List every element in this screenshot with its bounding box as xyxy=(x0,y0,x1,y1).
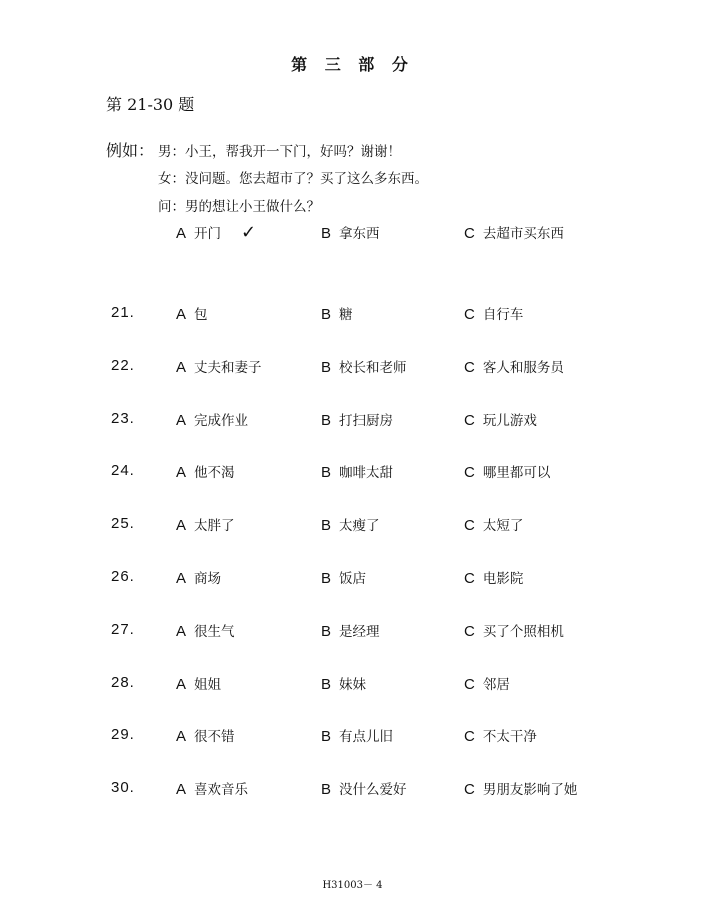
question-option-b xyxy=(321,620,380,640)
question-option-a xyxy=(176,725,235,745)
option-text: 商场 xyxy=(194,571,222,587)
example-option-b xyxy=(321,222,380,242)
option-text: 饭店 xyxy=(339,571,367,587)
option-letter: A xyxy=(176,676,187,693)
option-letter: A xyxy=(176,225,187,242)
question-option-b xyxy=(321,356,407,376)
option-letter: A xyxy=(176,464,187,481)
option-text: 是经理 xyxy=(339,624,380,640)
option-letter: A xyxy=(176,623,187,640)
option-letter: C xyxy=(464,464,475,481)
option-letter: A xyxy=(176,570,187,587)
question-option-c xyxy=(464,567,523,587)
option-letter: A xyxy=(176,306,187,323)
option-letter: B xyxy=(321,570,332,587)
option-text: 打扫厨房 xyxy=(339,413,394,429)
option-text: 丈夫和妻子 xyxy=(194,360,262,376)
question-option-c xyxy=(464,620,564,640)
question-option-c xyxy=(464,673,510,693)
option-text: 太瘦了 xyxy=(339,518,380,534)
question-option-a xyxy=(176,303,208,323)
question-option-a xyxy=(176,620,235,640)
option-text: 有点儿旧 xyxy=(339,729,394,745)
question-option-b xyxy=(321,778,407,798)
question-option-a xyxy=(176,567,221,587)
question-number: 29. xyxy=(111,726,135,743)
question-option-c xyxy=(464,303,523,323)
option-text: 没什么爱好 xyxy=(339,782,407,798)
option-letter: B xyxy=(321,412,332,429)
option-text: 客人和服务员 xyxy=(482,360,564,376)
example-line-man: 男：小王，帮我开一下门，好吗？谢谢！ xyxy=(158,144,401,160)
question-option-c xyxy=(464,514,523,534)
question-number: 30. xyxy=(111,779,135,796)
option-text: 邻居 xyxy=(482,677,510,693)
question-option-b xyxy=(321,303,353,323)
option-letter: A xyxy=(176,517,187,534)
option-letter: C xyxy=(464,517,475,534)
option-letter: B xyxy=(321,728,332,745)
option-text: 很生气 xyxy=(194,624,235,640)
option-text: 玩儿游戏 xyxy=(482,413,537,429)
option-text: 糖 xyxy=(339,307,353,323)
question-option-c xyxy=(464,725,537,745)
option-letter: B xyxy=(321,676,332,693)
option-letter: C xyxy=(464,306,475,323)
option-text: 他不渴 xyxy=(194,465,235,481)
option-letter: C xyxy=(464,623,475,640)
option-text: 去超市买东西 xyxy=(482,226,564,242)
option-letter: A xyxy=(176,728,187,745)
option-text: 很不错 xyxy=(194,729,235,745)
option-letter: C xyxy=(464,781,475,798)
question-option-a xyxy=(176,409,248,429)
question-option-b xyxy=(321,725,393,745)
question-number: 21. xyxy=(111,304,135,321)
question-number: 24. xyxy=(111,462,135,479)
option-text: 包 xyxy=(194,307,208,323)
option-letter: B xyxy=(321,359,332,376)
question-option-a xyxy=(176,778,248,798)
question-option-c xyxy=(464,461,550,481)
option-text: 自行车 xyxy=(482,307,524,323)
question-option-b xyxy=(321,409,393,429)
question-option-a xyxy=(176,673,221,693)
option-text: 男朋友影响了她 xyxy=(482,782,578,798)
question-option-b xyxy=(321,514,380,534)
checkmark-icon: ✓ xyxy=(241,222,257,243)
question-number: 26. xyxy=(111,568,135,585)
option-letter: B xyxy=(321,225,332,242)
question-option-a xyxy=(176,356,262,376)
option-letter: C xyxy=(464,359,475,376)
question-option-c xyxy=(464,409,537,429)
option-text: 买了个照相机 xyxy=(482,624,564,640)
option-text: 咖啡太甜 xyxy=(339,465,394,481)
question-option-c xyxy=(464,356,564,376)
page-title: 第 三 部 分 xyxy=(291,55,414,74)
option-text: 开门 xyxy=(194,226,222,242)
option-text: 哪里都可以 xyxy=(482,465,551,481)
question-number: 22. xyxy=(111,357,135,374)
option-text: 校长和老师 xyxy=(339,360,407,376)
option-letter: B xyxy=(321,623,332,640)
option-letter: A xyxy=(176,781,187,798)
example-option-c xyxy=(464,222,564,242)
question-option-a xyxy=(176,461,235,481)
page-footer: H31003－ 4 xyxy=(322,880,383,891)
question-option-c xyxy=(464,778,577,798)
option-letter: B xyxy=(321,306,332,323)
question-option-b xyxy=(321,461,393,481)
example-label: 例如： xyxy=(106,141,155,160)
option-letter: A xyxy=(176,412,187,429)
example-option-a xyxy=(176,222,256,243)
option-text: 不太干净 xyxy=(482,729,537,745)
question-option-b xyxy=(321,673,366,693)
example-line-woman: 女：没问题。您去超市了？买了这么多东西。 xyxy=(158,171,428,187)
option-text: 太胖了 xyxy=(194,518,235,534)
option-text: 拿东西 xyxy=(339,226,380,242)
section-heading: 第 21-30 题 xyxy=(106,95,195,114)
option-letter: C xyxy=(464,728,475,745)
option-letter: B xyxy=(321,464,332,481)
option-text: 太短了 xyxy=(482,518,524,534)
option-letter: B xyxy=(321,517,332,534)
option-text: 姐姐 xyxy=(194,677,222,693)
question-option-a xyxy=(176,514,235,534)
option-text: 完成作业 xyxy=(194,413,249,429)
question-number: 27. xyxy=(111,621,135,638)
option-letter: B xyxy=(321,781,332,798)
option-letter: C xyxy=(464,570,475,587)
example-line-question: 问：男的想让小王做什么？ xyxy=(158,199,320,215)
question-number: 25. xyxy=(111,515,135,532)
question-number: 28. xyxy=(111,674,135,691)
option-letter: A xyxy=(176,359,187,376)
question-option-b xyxy=(321,567,366,587)
option-letter: C xyxy=(464,676,475,693)
option-letter: C xyxy=(464,225,475,242)
question-number: 23. xyxy=(111,410,135,427)
option-letter: C xyxy=(464,412,475,429)
option-text: 喜欢音乐 xyxy=(194,782,249,798)
option-text: 妹妹 xyxy=(339,677,367,693)
option-text: 电影院 xyxy=(482,571,524,587)
